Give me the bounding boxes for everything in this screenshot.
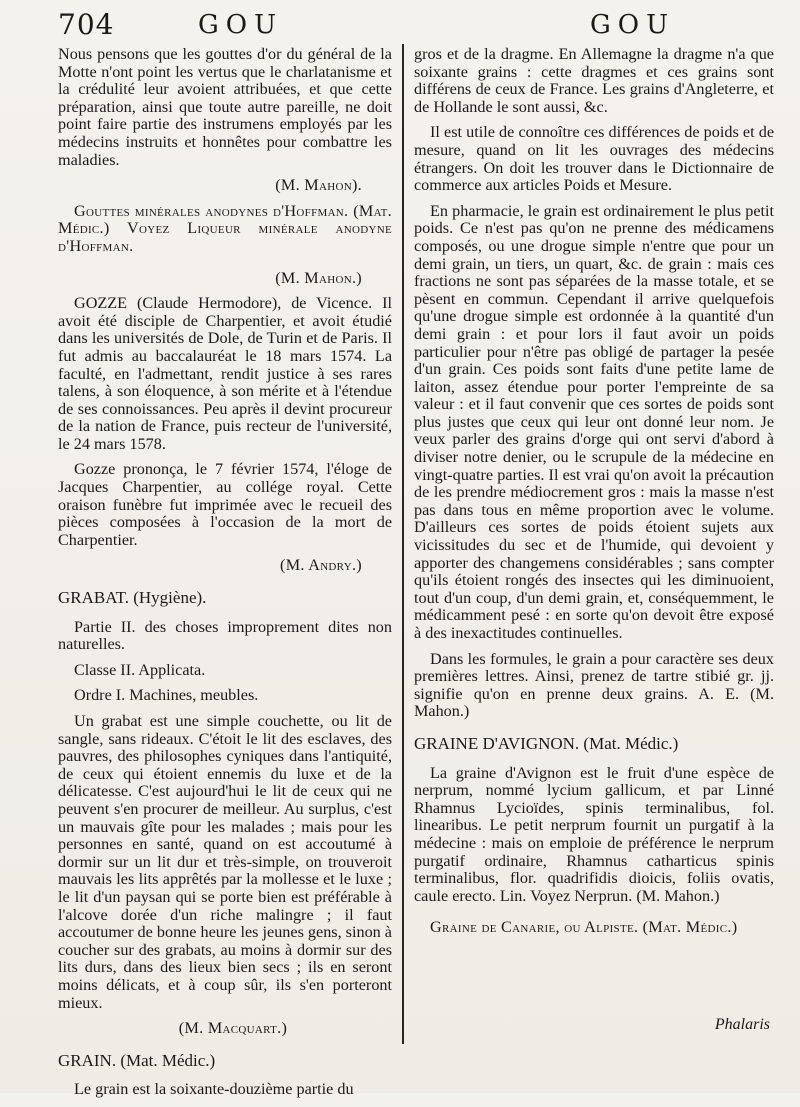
column-divider: [402, 44, 404, 1044]
heading-grain: GRAIN. (Mat. Médic.): [58, 1050, 216, 1070]
signature-mahon-1: (M. Mahon).: [275, 176, 362, 195]
paragraph-graine-avignon: La graine d'Avignon est le fruit d'une espèce de nerprum, nommé lycium gallicum, et par Linné Rhamnus Lycioïdes, spinis terminalibus, fol. linearibus. Le petit nerprum fournit un purgatif à la médecine : mais on emploie de préférence le nerprum purgatif ordinaire, Rhamnus catharticus spinis terminalibus, flor. quadrifidis dioicis, foliis ovatis, caule erecto. Lin. Voyez Nerprun. (M. Mahon.): [414, 763, 774, 905]
signature-macquart: (M. Macquart.): [178, 1019, 288, 1038]
paragraph-grabat: Un grabat est une simple couchette, ou lit de sangle, sans rideaux. C'étoit le lit des esclaves, des pauvres, des philosophes cyniques dans l'antiquité, de ceux qui étoient ennemis du luxe et de la délicatesse. C'est aujourd'hui le lit de ceux qui ne peuvent s'en procurer de meilleur. Au surplus, c'est un mauvais gîte pour les malades ; mais pour les personnes en santé, quand on est accoutumé à dormir sur un lit dur et très-simple, on trouveroit mauvais les lits apprêtés par la mollesse et le luxe ; le lit d'un paysan qui se porte bien est préférable à l'alcove dorée d'un riche malingre ; il faut accoutumer de bonne heure les jeunes gens, sinon à coucher sur des grabats, au moins à dormir sur des lits durs, dans des lieux bien secs ; ils en seront moins délicats, et à coup sûr, ils s'en porteront mieux.: [58, 712, 392, 1012]
paragraph-partie: Partie II. des choses improprement dites non naturelles.: [58, 617, 392, 654]
entry-gozze: GOZZE (Claude Hermodore), de Vicence. Il avoit été disciple de Charpentier, et avoit étudié dans les universités de Dole, de Turin et de Paris. Il fut admis au baccalauréat le 18 mars 1574. La faculté, en l'admettant, rendit justice à ses rares talens, à son éloquence, à son mérite et à l'étendue de ses connoissances. Peu après il devint procureur de la nation de France, puis recteur de l'université, le 24 mars 1578.: [58, 294, 392, 453]
paragraph-pharmacie: En pharmacie, le grain est ordinairement le plus petit poids. Ce n'est pas qu'on ne prenne des médicamens composés, ou une drogue simple n'entre que pour un demi grain, un tiers, un quart, &c. de grain : mais ces fractions ne sont pas séparées de la masse totale, et se pèsent en commun. Cependant il arrive quelquefois qu'une drogue simple est ordonnée à la quantité d'un demi grain : et pour lors il faut avoir un poids particulier pour n'être pas obligé de partager la pesée d'un grain. Ces poids sont faits d'une petite lame de laiton, assez étendue pour porter l'empreinte de sa valeur : et il faut convenir que ces sortes de poids sont plus justes que ceux qui leur ont donné leur nom. Je veux parler des grains d'orge qui ont servi d'abord à diviser notre denier, ou le scrupule de la médecine en vingt-quatre parties. Il est vrai qu'on avoit la précaution de les prendre médiocrement gros : mais la masse n'est pas dans tous en même proportion avec le volume. D'ailleurs ces sortes de poids étoient sujets aux vicissitudes du sec et de l'humide, qui devoient y apporter des changemens considérables ; sans compter qu'ils étoient rongés des insectes qui les diminuoient, tout d'un coup, d'un demi grain, et, conséquemment, le médicamment pesé : en sorte qu'on devoit être exposé à des inexactitudes continuelles.: [414, 201, 774, 642]
catchword: Phalaris: [714, 1016, 770, 1033]
paragraph-gozze-eloge: Gozze prononça, le 7 février 1574, l'éloge de Jacques Charpentier, au collége royal. Cette oraison funèbre fut imprimée avec le recueil des pièces composées à l'occasion de la mort de Charpentier.: [58, 460, 392, 549]
paragraph-ordre: Ordre I. Machines, meubles.: [74, 686, 259, 705]
page-number: 704: [58, 8, 115, 41]
paragraph-classe: Classe II. Applicata.: [74, 660, 206, 679]
heading-graine-avignon: GRAINE D'AVIGNON. (Mat. Médic.): [414, 733, 679, 753]
signature-mahon-2: (M. Mahon.): [275, 268, 362, 287]
running-head-right: GOU: [590, 10, 675, 40]
entry-gouttes-minerales: Gouttes minérales anodynes d'Hoffman. (Mat. Médic.) Voyez Liqueur minérale anodyne d'Hoffman.: [58, 201, 392, 255]
paragraph-gouttes-motte: Nous pensons que les gouttes d'or du général de la Motte n'ont point les vertus que le charlatanisme et la crédulité leur avoient attribuées, et que cette préparation, ainsi que toute autre pareille, ne doit point faire partie des instrumens employés par les médecins instruits et honnêtes pour combattre les maladies.: [58, 45, 392, 169]
right-column: [414, 46, 774, 945]
signature-andry: (M. Andry.): [280, 556, 362, 575]
paragraph-utile: Il est utile de connoître ces différences de poids et de mesure, quand on lit les ouvrages des médecins étrangers. On doit les trouver dans le Dictionnaire de commerce aux articles Poids et Mesure.: [414, 123, 774, 195]
left-column: [58, 46, 392, 1107]
paragraph-grain-start: Le grain est la soixante-douzième partie du: [74, 1080, 354, 1099]
entry-graine-canarie: Graine de Canarie, ou Alpiste. (Mat. Médic.): [430, 918, 738, 937]
paragraph-formules: Dans les formules, le grain a pour caractère ses deux premières lettres. Ainsi, prenez de tartre stibié gr. jj. signifie qu'on en prenne deux grains. A. E. (M. Mahon.): [414, 649, 774, 721]
paragraph-grain-continued: gros et de la dragme. En Allemagne la dragme n'a que soixante grains : cette dragmes et ces grains sont différens de ceux de France. Les grains d'Angleterre, et de Hollande le sont aussi, &c.: [414, 45, 774, 116]
heading-grabat: GRABAT. (Hygiène).: [58, 588, 207, 608]
running-head-left: GOU: [198, 10, 283, 40]
